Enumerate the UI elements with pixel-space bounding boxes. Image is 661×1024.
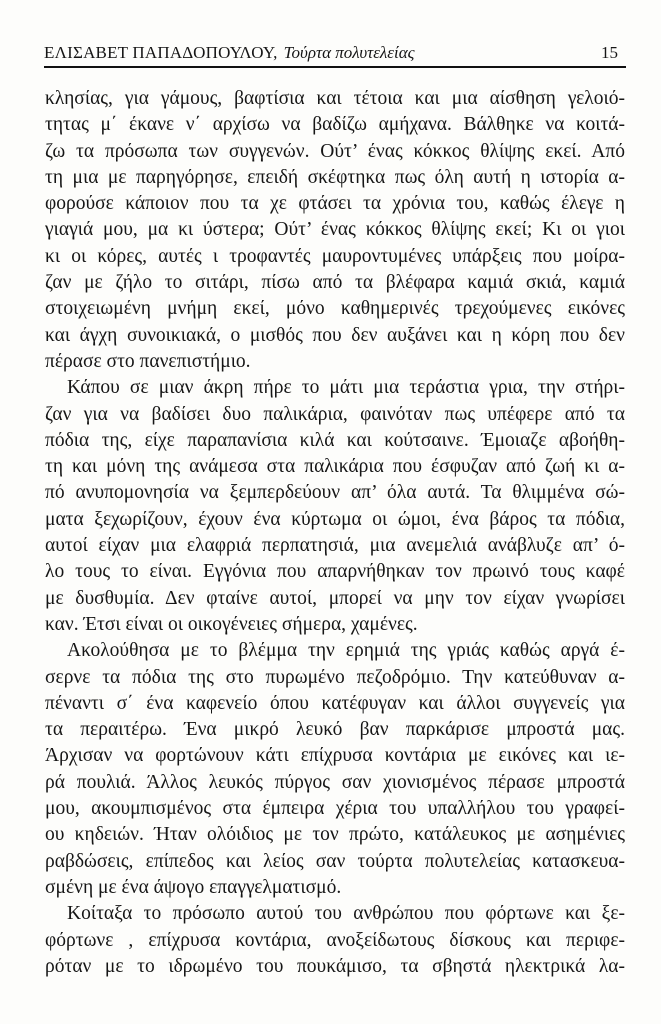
text-line: με δυσθυμία. Δεν φταίνε αυτοί, μπορεί να μην τον είχαν γνωρίσει — [45, 587, 625, 609]
text-line: φόρτωνε , επίχρυσα κοντάρια, ανοξείδωτους δίσκους και περιφε- — [45, 929, 625, 951]
text-line: στοιχειωμένη μνήμη εκεί, μόνο καθημερινές τρεχούμενες εικόνες — [45, 298, 625, 320]
text-line: καν. Έτσι είναι οι οικογένειες σήμερα, χαμένες. — [45, 613, 418, 635]
text-line: πόδια της, είχε παραπανίσια κιλά και κούτσαινε. Έμοιαζε αβοήθη- — [45, 429, 625, 451]
text-line: αυτοί είχαν μια ελαφριά περπατησιά, μια ανεμελιά ανάβλυζε απ’ ό- — [45, 535, 625, 557]
text-line: ματα ξεχωρίζουν, έχουν ένα κύρτωμα οι ώμοι, ένα βάρος τα πόδια, — [45, 508, 625, 530]
text-line: τητας μ΄ έκανε ν΄ αρχίσω να βαδίζω αμήχανα. Βάλθηκε να κοιτά- — [45, 114, 625, 136]
text-line: κλησίας, για γάμους, βαφτίσια και τέτοια και μια αίσθηση γελοιό- — [45, 88, 625, 109]
text-line: γιαγιά μου, μα κι ύστερα; Ούτ’ ένας κόκκος θλίψης εκεί; Κι οι γιοι — [45, 219, 625, 241]
text-line: τα περαιτέρω. Ένα μικρό λευκό βαν παρκάρισε μπροστά μας. — [45, 719, 625, 741]
text-line: κι οι κόρες, αυτές ι τροφαντές μαυροντυμένες υπάρξεις που μοίρα- — [45, 245, 625, 267]
text-line: Ακολούθησα με το βλέμμα την ερημιά της γριάς καθώς αργά έ- — [67, 640, 625, 662]
text-line: σερνε τα πόδια της στο πυρωμένο πεζοδρόμιο. Την κατεύθυναν α- — [45, 666, 625, 688]
text-line: τη μια με παρηγόρησε, επειδή σκέφτηκα πως όλη αυτή η ιστορία α- — [45, 166, 625, 188]
text-line: Άρχισαν να φορτώνουν κάτι επίχρυσα κοντάρια με εικόνες και ιε- — [45, 745, 625, 767]
text-line: πό ανυπομονησία να ξεμπερδεύουν απ’ όλα αυτά. Τα θλιμμένα σώ- — [45, 482, 625, 504]
text-line: ρά πουλιά. Άλλος λευκός πύργος σαν χιονισμένος πέρασε μπροστά — [45, 771, 625, 793]
text-line: μου, ακουμπισμένος στα έμπειρα χέρια του υπαλλήλου του γραφεί- — [45, 798, 625, 820]
text-line: και άγχη συνοικιακά, ο μισθός που δεν αυξάνει και η κόρη που δεν — [45, 324, 625, 346]
page-number: 15 — [601, 43, 618, 62]
text-line: πέναντι σ΄ ένα καφενείο όπου κατέφυγαν και άλλοι συγγενείς για — [45, 692, 625, 714]
text-line: ραβδώσεις, επίπεδος και λείος σαν τούρτα πολυτελείας κατασκευα- — [45, 850, 625, 872]
text-line: ζαν για να βαδίσει δυο παλικάρια, φαινόταν πως υπέφερε από τα — [45, 403, 625, 425]
header-book-title: Τούρτα πολυτελείας — [283, 43, 415, 62]
text-line: ου κηδειών. Ήταν ολόιδιος με τον πρώτο, κατάλευκος με ασημένιες — [45, 824, 625, 846]
text-line: τη και μόνη της ανάμεσα στα παλικάρια που έσφυζαν από ζωή κι α- — [45, 456, 625, 478]
running-header — [44, 42, 626, 68]
text-line: ρόταν με το ιδρωμένο του πουκάμισο, τα σβηστά ηλεκτρικά λα- — [45, 955, 625, 977]
text-line: ζω τα πρόσωπα των συγγενών. Ούτ’ ένας κόκκος θλίψης εκεί. Από — [45, 140, 625, 162]
text-line: Κοίταξα το πρόσωπο αυτού του ανθρώπου που φόρτωνε και ξε- — [67, 903, 625, 925]
text-line: φορούσε κάποιον που τα χε φτάσει τα χρόνια του, καθώς έλεγε η — [45, 193, 625, 215]
text-line: Κάπου σε μιαν άκρη πήρε το μάτι μια τεράστια γρια, την στήρι- — [67, 377, 625, 399]
header-author: ΕΛΙΣΑΒΕΤ ΠΑΠΑΔΟΠΟΥΛΟΥ, — [44, 43, 278, 62]
text-line: ζαν με ζήλο το σιτάρι, πίσω από τα βλέφαρα καμιά σκιά, καμιά — [45, 272, 625, 294]
text-line: λο τους το είναι. Εγγόνια που απαρνήθηκαν τον πρωινό τους καφέ — [45, 561, 625, 583]
text-line: πέρασε στο πανεπιστήμιο. — [45, 350, 251, 372]
text-line: σμένη με ένα άψογο επαγγελματισμό. — [45, 876, 342, 898]
body-text — [45, 86, 625, 980]
